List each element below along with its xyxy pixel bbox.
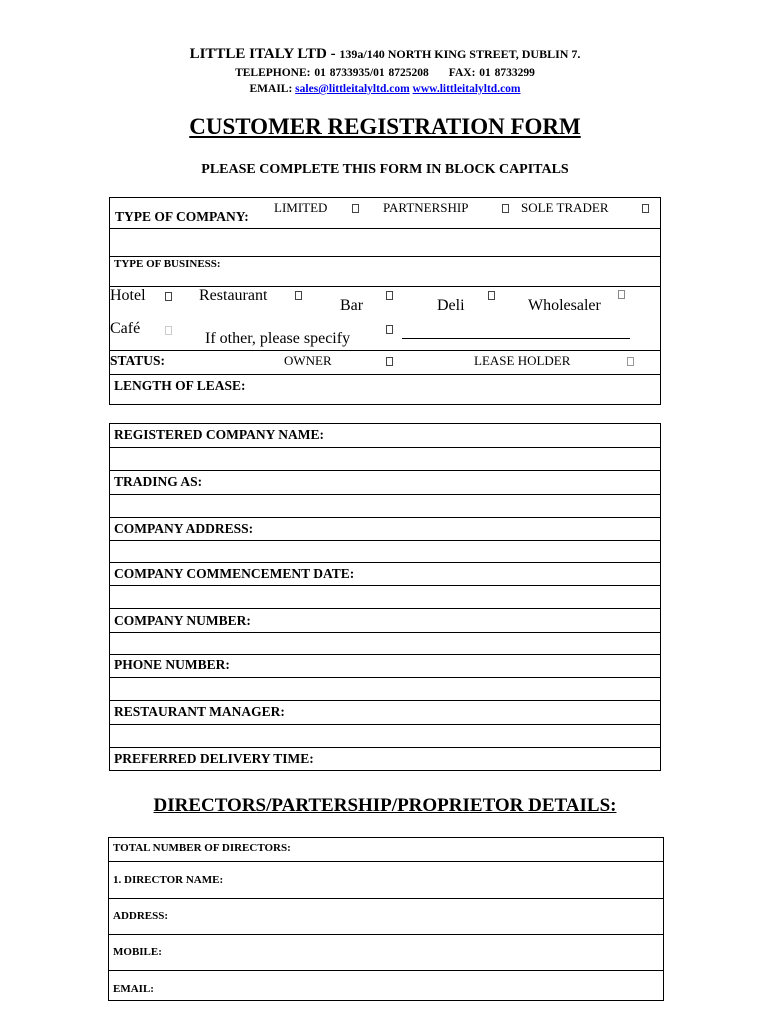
company-number-label: COMPANY NUMBER: (114, 613, 251, 628)
trading-as-label: TRADING AS: (114, 474, 203, 489)
website-link[interactable]: www.littleitalyltd.com (412, 83, 521, 95)
other-checkbox[interactable] (386, 325, 393, 334)
hotel-checkbox[interactable] (165, 292, 172, 301)
page-title: CUSTOMER REGISTRATION FORM (189, 114, 581, 139)
restaurant-manager-label: RESTAURANT MANAGER: (114, 704, 285, 719)
deli-checkbox[interactable] (488, 291, 495, 300)
option-lease-holder: LEASE HOLDER (474, 353, 571, 368)
bar-checkbox[interactable] (386, 291, 393, 300)
option-partnership: PARTNERSHIP (383, 200, 469, 215)
wholesaler-checkbox[interactable] (618, 290, 625, 299)
option-cafe: Café (110, 320, 141, 337)
lease-length-label: LENGTH OF LEASE: (114, 378, 246, 393)
fax: FAX: 01 8733299 (448, 67, 535, 79)
registered-name-label: REGISTERED COMPANY NAME: (114, 427, 325, 442)
option-wholesaler: Wholesaler (528, 297, 601, 314)
email-line (0, 83, 770, 95)
director-mobile-label: MOBILE: (113, 946, 162, 958)
limited-checkbox[interactable] (352, 204, 359, 213)
total-directors-label: TOTAL NUMBER OF DIRECTORS: (113, 842, 291, 854)
option-sole-trader: SOLE TRADER (521, 200, 609, 215)
business-type-label: TYPE OF BUSINESS: (114, 258, 221, 270)
page-subtitle: PLEASE COMPLETE THIS FORM IN BLOCK CAPITALS (201, 162, 569, 177)
option-hotel: Hotel (110, 287, 146, 304)
directors-heading: DIRECTORS/PARTERSHIP/PROPRIETOR DETAILS: (153, 795, 617, 816)
partnership-checkbox[interactable] (502, 204, 509, 213)
status-label: STATUS: (110, 353, 166, 368)
director-address-label: ADDRESS: (113, 910, 169, 922)
sole-trader-checkbox[interactable] (642, 204, 649, 213)
commencement-date-label: COMPANY COMMENCEMENT DATE: (114, 566, 355, 581)
company-header (0, 46, 770, 63)
restaurant-checkbox[interactable] (295, 291, 302, 300)
telephone: TELEPHONE: 01 8733935/01 8725208 (235, 67, 429, 79)
option-deli: Deli (437, 297, 465, 314)
option-owner: OWNER (284, 353, 332, 368)
phone-number-label: PHONE NUMBER: (114, 657, 230, 672)
director-name-label: 1. DIRECTOR NAME: (113, 874, 224, 886)
company-address: 139a/140 NORTH KING STREET, DUBLIN 7. (339, 47, 581, 61)
email-link[interactable]: sales@littleitalyltd.com (295, 83, 410, 95)
contact-line (0, 67, 770, 79)
lease-holder-checkbox[interactable] (627, 357, 634, 366)
delivery-time-label: PREFERRED DELIVERY TIME: (114, 751, 314, 766)
email-label: EMAIL: (249, 83, 293, 95)
company-address-label: COMPANY ADDRESS: (114, 521, 254, 536)
director-email-label: EMAIL: (113, 983, 154, 995)
company-type-label: TYPE OF COMPANY: (115, 209, 249, 224)
option-limited: LIMITED (274, 200, 328, 215)
owner-checkbox[interactable] (386, 357, 393, 366)
cafe-checkbox[interactable] (165, 326, 172, 335)
company-name: LITTLE ITALY LTD - (189, 46, 340, 62)
other-specify-line[interactable] (402, 338, 630, 339)
option-restaurant: Restaurant (199, 287, 268, 304)
option-bar: Bar (340, 297, 364, 314)
other-specify-label: If other, please specify (205, 330, 351, 347)
